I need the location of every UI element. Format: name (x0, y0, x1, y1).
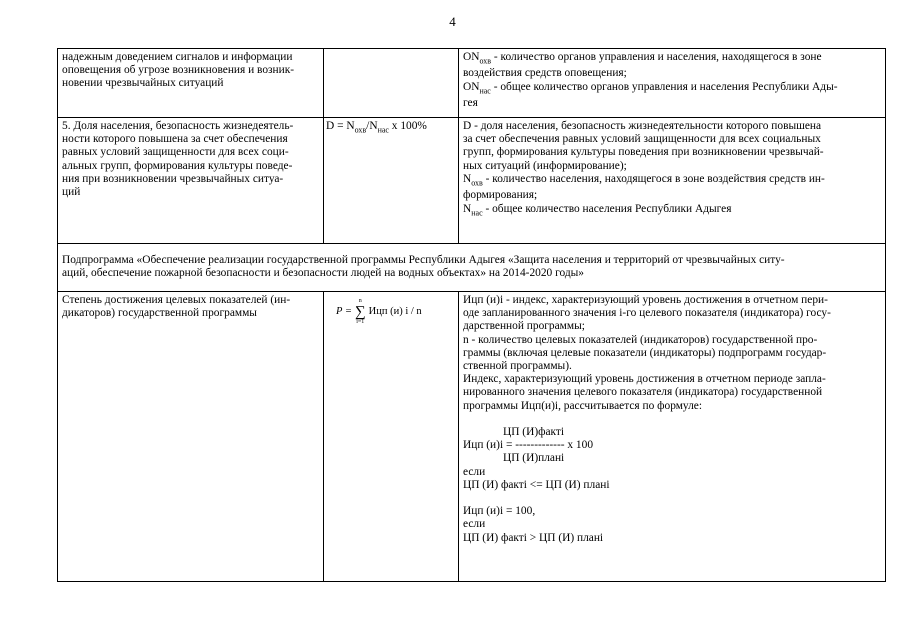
table-row (58, 49, 886, 118)
description-cell (459, 49, 886, 118)
formula-cell (324, 292, 459, 582)
text-line: дарственной программы; (463, 320, 585, 333)
text-line: альных групп, формирования культуры поведе- (62, 159, 293, 172)
indicators-table (57, 48, 886, 582)
text-line: дикаторов) государственной программы (62, 307, 257, 320)
text-line: надежным доведением сигналов и информации (62, 51, 293, 63)
text-line: новении чрезвычайных ситуаций (62, 77, 224, 90)
formula-lhs: P = (336, 306, 352, 318)
indicator-name-cell (58, 49, 324, 118)
text-line: ности которого повышена за счет обеспечения (62, 133, 288, 146)
text-line: ных ситуаций (информирование); (463, 159, 627, 172)
text-line: равных условий защищенности для всех соци- (62, 146, 289, 159)
text-line: Ицп (и)i - индекс, характеризующий уровень достижения в отчетном пери- (463, 294, 828, 306)
text-line: ций (62, 186, 81, 199)
table-row (58, 244, 886, 292)
text-line: гея (463, 97, 478, 110)
text-line: Ицп (и)і = 100, (463, 505, 536, 518)
table-row (58, 118, 886, 244)
formula-rhs: Ицп (и) i / n (368, 306, 422, 318)
text-line: Степень достижения целевых показателей (ин- (62, 294, 291, 306)
formula-cell (324, 49, 459, 118)
formula: $D = N_{охв}/N_{нас}$ x 100% (326, 120, 427, 135)
description-cell (459, 118, 886, 244)
text-line: программы Ицп(и)i, рассчитывается по формуле: (463, 399, 703, 412)
formula (328, 298, 454, 326)
condition-line: ЦП (И) факті <= ЦП (И) плані (463, 478, 610, 491)
text-line: нированного значения целевого показателя (индикатора) государственной (463, 386, 823, 399)
text-line: воздействия средств оповещения; (463, 67, 627, 80)
indicator-name-cell (58, 292, 324, 582)
text-line: за счет обеспечения равных условий защищенности для всех социальных (463, 133, 821, 146)
condition-line: ЦП (И) факті > ЦП (И) плані (463, 531, 604, 544)
formula-numerator: ЦП (И)факті (503, 426, 565, 439)
text-line: ственной программы). (463, 360, 572, 373)
text-line: аций, обеспечение пожарной безопасности и безопасности людей на водных объектах» на 2014-2020 годы» (62, 267, 584, 280)
text-line: $ON_{нас}$ - общее количество органов управления и населения Республики Ады- (463, 80, 838, 95)
text-line: $N_{охв}$ - количество населения, находящегося в зоне воздействия средств ин- (463, 172, 825, 188)
text-line: если (463, 518, 486, 531)
sum-sign: n ∑ i=1 (354, 298, 366, 325)
text-line: граммы (включая целевые показатели (индикаторы) подпрограмм государ- (463, 346, 827, 359)
subprogram-heading-cell (58, 244, 886, 292)
text-line: n - количество целевых показателей (индикаторов) государственной про- (463, 333, 818, 346)
page-number: 4 (449, 14, 456, 29)
table-row (58, 292, 886, 582)
text-line: $ON_{охв}$ - количество органов управления и населения, находящегося в зоне (463, 51, 822, 66)
text-line: оде запланированного значения i-го целевого показателя (индикатора) госу- (463, 307, 831, 320)
text-line: Подпрограмма «Обеспечение реализации государственной программы Республики Адыгея «Защита населения и территорий от чрезвычайных ситу- (62, 254, 785, 266)
text-line: $N_{нас}$ - общее количество населения Республики Адыгея (463, 202, 732, 217)
indicator-name-cell (58, 118, 324, 244)
description-cell (459, 292, 886, 582)
text-line: групп, формирования культуры поведения при возникновении чрезвычай- (463, 146, 824, 159)
text-line: оповещения об угрозе возникновения и возник- (62, 64, 295, 77)
formula-equation: Ицп (и)i = ------------- x 100 (463, 439, 594, 452)
text-line: формирования; (463, 189, 538, 202)
formula-cell (324, 118, 459, 244)
text-line: D - доля населения, безопасность жизнедеятельности которого повышена (463, 120, 822, 132)
text-line: если (463, 465, 486, 478)
text-line: Индекс, характеризующий уровень достижения в отчетном периоде запла- (463, 373, 826, 386)
formula-denominator: ЦП (И)плані (503, 452, 565, 465)
text-line: ния при возникновении чрезвычайных ситуа- (62, 172, 284, 185)
text-line: 5. Доля населения, безопасность жизнедеятель- (62, 120, 294, 132)
